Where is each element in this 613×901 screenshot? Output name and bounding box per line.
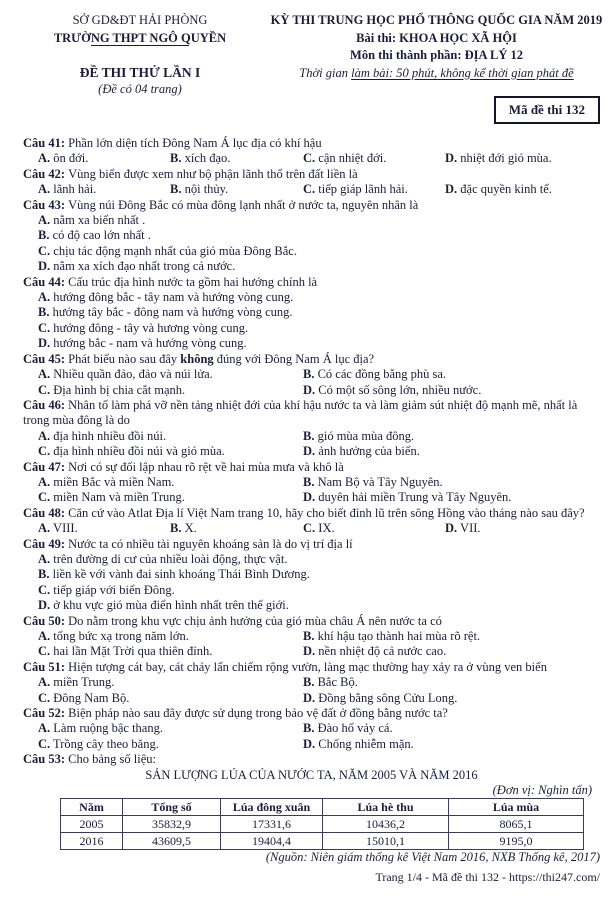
options-row — [38, 321, 600, 336]
question-text — [23, 352, 600, 367]
table-header-cell: Năm — [61, 799, 123, 816]
option-letter: D. — [38, 259, 51, 274]
options-row — [38, 475, 600, 490]
option-c — [38, 583, 600, 598]
option-letter: B. — [303, 428, 315, 443]
option-text: Đồng bằng sông Cửu Long. — [315, 690, 458, 705]
subject-name: Môn thi thành phần: ĐỊA LÝ 12 — [350, 48, 523, 62]
option-a — [38, 151, 170, 166]
option-c — [38, 490, 303, 505]
table-header-cell: Lúa đông xuân — [221, 799, 323, 816]
question-number: Câu 41: — [23, 136, 69, 150]
options-row — [38, 567, 600, 582]
option-d — [303, 737, 600, 752]
question-number: Câu 47: — [23, 459, 69, 474]
option-text: Bắc Bộ. — [314, 675, 358, 690]
option-a — [38, 552, 600, 567]
question-number: Câu 46: — [23, 397, 69, 412]
duration-prefix: Thời gian — [299, 65, 352, 80]
option-letter: D. — [303, 490, 316, 505]
option-text: ôn đới. — [50, 151, 89, 166]
option-b — [170, 151, 303, 166]
options-row — [38, 305, 600, 320]
question-number: Câu 48: — [23, 505, 69, 520]
option-text: lãnh hải. — [50, 182, 97, 197]
question-text — [23, 537, 600, 552]
option-letter: B. — [303, 675, 315, 690]
option-d — [303, 490, 600, 505]
option-letter: B. — [38, 567, 50, 582]
question-text — [23, 752, 600, 767]
option-text: Nam Bộ và Tây Nguyên. — [314, 474, 443, 489]
question-text — [23, 136, 600, 151]
option-text: miền Trung. — [50, 675, 115, 690]
option-d — [303, 444, 600, 459]
option-letter: C. — [303, 182, 316, 197]
option-text: chịu tác động mạnh nhất của gió mùa Đông Bắc. — [50, 243, 297, 258]
question-text-run: Biện pháp nào sau đây được sử dụng trong bảo vệ đất ở đồng bằng nước ta? — [68, 706, 448, 721]
option-text: VII. — [457, 521, 481, 536]
option-letter: D. — [445, 521, 458, 536]
question-text-run: Phần lớn diện tích Đông Nam Á lục địa có khí hậu — [68, 136, 322, 150]
option-d — [445, 151, 600, 166]
options-row — [38, 213, 600, 228]
option-letter: B. — [303, 629, 315, 643]
question-number: Câu 53: — [23, 752, 69, 767]
option-letter: C. — [38, 444, 51, 459]
table-cell: 9195,0 — [449, 833, 584, 850]
option-letter: C. — [38, 243, 51, 258]
option-letter: D. — [303, 690, 316, 705]
option-b — [303, 429, 600, 444]
option-a — [38, 213, 600, 228]
option-text: hướng đông bắc - tây nam và hướng vòng cung. — [50, 290, 294, 305]
option-letter: C. — [38, 582, 51, 597]
option-letter: C. — [38, 490, 51, 505]
options-row — [38, 721, 600, 736]
options-row — [38, 151, 600, 166]
question-text-run: Nơi có sự đối lập nhau rõ rệt về hai mùa mưa và khô là — [68, 459, 344, 474]
question-text — [23, 398, 600, 429]
option-text: cận nhiệt đới. — [315, 151, 387, 166]
table-cell: 15010,1 — [323, 833, 449, 850]
option-letter: A. — [38, 521, 51, 536]
option-text: Nhiều quần đảo, đảo và núi lửa. — [50, 367, 213, 382]
options-row — [38, 583, 600, 598]
option-d — [303, 644, 600, 659]
option-letter: C. — [38, 690, 51, 705]
option-c — [38, 644, 303, 659]
option-b — [170, 182, 303, 197]
option-letter: D. — [445, 182, 458, 197]
table-cell: 43609,5 — [123, 833, 221, 850]
exam-code-label: Mã đề thi 132 — [508, 102, 585, 117]
option-a — [38, 629, 303, 644]
question-53 — [23, 752, 600, 866]
option-text: địa hình nhiều đồi núi. — [50, 428, 167, 443]
question-text — [23, 460, 600, 475]
option-letter: C. — [38, 320, 51, 335]
option-text: trên đường di cư của nhiều loài động, thực vật. — [50, 551, 288, 566]
question-47 — [23, 460, 600, 506]
option-text: có độ cao lớn nhất . — [49, 228, 151, 243]
option-letter: B. — [170, 521, 182, 536]
option-b — [38, 228, 600, 243]
options-row — [38, 675, 600, 690]
question-text-run: Vùng biển được xem như bộ phận lãnh thổ trên đất liền là — [68, 166, 358, 181]
option-letter: B. — [170, 151, 182, 166]
question-text-run: Vùng núi Đông Bắc có mùa đông lạnh nhất ở nước ta, nguyên nhân là — [68, 197, 419, 212]
option-d — [38, 598, 600, 613]
question-text-run: Nhân tố làm phá vỡ nền tảng nhiệt đới của khí hậu nước ta và làm giảm sút nhiệt độ mạnh mẽ, nhất là trong mùa đông là do — [23, 397, 578, 428]
option-letter: B. — [303, 721, 315, 736]
option-text: tiếp giáp lãnh hải. — [315, 182, 408, 197]
option-letter: D. — [303, 382, 316, 397]
department-name: SỞ GD&ĐT HẢI PHÒNG — [72, 13, 208, 27]
options-row — [38, 552, 600, 567]
exam-header — [23, 12, 603, 136]
question-43 — [23, 198, 600, 275]
option-text: Làm ruộng bậc thang. — [50, 721, 163, 736]
option-text: X. — [181, 521, 197, 536]
option-letter: C. — [303, 151, 316, 166]
option-text: liền kề với vành đai sinh khoáng Thái Bình Dương. — [49, 567, 310, 582]
option-text: xích đạo. — [181, 151, 231, 166]
header-right-block — [260, 12, 613, 82]
option-c — [38, 737, 303, 752]
option-text: địa hình nhiều đồi núi và gió mùa. — [50, 444, 225, 459]
options-row — [38, 521, 600, 536]
option-a — [38, 367, 303, 382]
question-48 — [23, 506, 600, 537]
option-letter: D. — [38, 336, 51, 351]
option-letter: A. — [38, 428, 51, 443]
option-text: Có các đồng bằng phù sa. — [314, 367, 447, 382]
option-letter: A. — [38, 474, 51, 489]
options-row — [38, 290, 600, 305]
table-source-note: (Nguồn: Niên giám thống kê Việt Nam 2016, NXB Thống kê, 2017) — [265, 850, 600, 865]
question-text-run: đúng với Đông Nam Á lục địa? — [213, 351, 375, 366]
question-number: Câu 50: — [23, 613, 69, 628]
exam-code-box — [494, 96, 600, 124]
question-text — [23, 706, 600, 721]
question-text-run: Nước ta có nhiều tài nguyên khoáng sản là do vị trí địa lí — [68, 536, 353, 551]
questions-area — [23, 136, 600, 866]
option-text: khí hậu tạo thành hai mùa rõ rệt. — [314, 629, 481, 643]
option-c — [303, 151, 445, 166]
option-d — [38, 259, 600, 274]
option-letter: A. — [38, 151, 51, 166]
table-cell: 35832,9 — [123, 816, 221, 833]
option-text: ảnh hưởng của biển. — [315, 444, 420, 459]
table-cell: 17331,6 — [221, 816, 323, 833]
option-b — [303, 475, 600, 490]
option-letter: C. — [38, 736, 51, 751]
table-cell: 10436,2 — [323, 816, 449, 833]
option-text: Đào hố vảy cá. — [314, 721, 393, 736]
option-c — [38, 444, 303, 459]
table-cell: 19404,4 — [221, 833, 323, 850]
option-c — [38, 244, 600, 259]
option-a — [38, 182, 170, 197]
option-text: nằm xa biển nhất . — [50, 213, 146, 228]
question-44 — [23, 275, 600, 352]
question-number: Câu 43: — [23, 197, 69, 212]
option-text: nội thủy. — [181, 182, 229, 197]
option-letter: A. — [38, 721, 51, 736]
header-left-block — [20, 12, 260, 99]
option-letter: C. — [38, 382, 51, 397]
option-a — [38, 521, 170, 536]
question-number: Câu 51: — [23, 659, 69, 674]
question-number: Câu 42: — [23, 166, 69, 181]
test-name: Bài thi: KHOA HỌC XÃ HỘI — [356, 30, 517, 45]
option-b — [170, 521, 303, 536]
option-letter: B. — [303, 474, 315, 489]
duration-line — [260, 65, 613, 83]
exam-name: KỲ THI TRUNG HỌC PHỔ THÔNG QUỐC GIA NĂM 2019 — [270, 13, 603, 27]
table-row — [61, 833, 584, 850]
option-letter: B. — [38, 305, 50, 320]
options-row — [38, 644, 600, 659]
options-row — [38, 228, 600, 243]
question-text-run: Cấu trúc địa hình nước ta gồm hai hướng chính là — [68, 274, 318, 289]
option-text: nền nhiệt độ cả nước cao. — [315, 644, 447, 659]
question-text-run: Cho bảng số liệu: — [68, 752, 156, 767]
pages-note: (Đề có 04 trang) — [98, 82, 182, 96]
option-text: duyên hải miền Trung và Tây Nguyên. — [315, 490, 512, 505]
question-text — [23, 198, 600, 213]
option-b — [303, 629, 600, 644]
exam-round-title: ĐỀ THI THỬ LẦN I — [79, 64, 201, 80]
option-text: Địa hình bị chia cắt mạnh. — [50, 382, 186, 397]
option-letter: D. — [303, 644, 316, 659]
option-letter: B. — [303, 367, 315, 382]
option-letter: D. — [303, 444, 316, 459]
option-letter: C. — [38, 644, 51, 659]
table-header-cell: Tổng số — [123, 799, 221, 816]
question-text — [23, 506, 600, 521]
question-41 — [23, 136, 600, 167]
option-d — [445, 521, 600, 536]
option-d — [38, 336, 600, 351]
question-number: Câu 44: — [23, 274, 69, 289]
question-46 — [23, 398, 600, 460]
option-text: Đông Nam Bộ. — [50, 690, 130, 705]
option-letter: A. — [38, 290, 51, 305]
option-text: hai lần Mặt Trời qua thiên đỉnh. — [50, 644, 213, 659]
option-text: ở khu vực gió mùa điển hình nhất trên thế giới. — [50, 598, 289, 613]
duration-underlined-text: làm bài: 50 phút, không kể thời gian phát đề — [351, 65, 574, 80]
option-b — [38, 305, 600, 320]
question-text-run: không — [180, 351, 214, 366]
option-letter: B. — [38, 228, 50, 243]
option-letter: D. — [445, 151, 458, 166]
table-cell: 2005 — [61, 816, 123, 833]
option-c — [303, 521, 445, 536]
option-letter: C. — [303, 521, 316, 536]
question-text-run: Hiện tượng cát bay, cát chảy lấn chiếm rộng vườn, làng mạc thường hay xảy ra ở vùng ven biển — [68, 659, 547, 674]
options-row — [38, 367, 600, 382]
question-number: Câu 52: — [23, 706, 69, 721]
option-c — [303, 182, 445, 197]
options-row — [38, 336, 600, 351]
question-text — [23, 614, 600, 629]
table-header-row — [61, 799, 584, 816]
option-d — [303, 383, 600, 398]
option-letter: A. — [38, 629, 51, 643]
table-cell: 2016 — [61, 833, 123, 850]
data-table — [60, 798, 584, 850]
option-text: Chống nhiễm mặn. — [315, 736, 414, 751]
option-text: gió mùa mùa đông. — [314, 428, 415, 443]
options-row — [38, 691, 600, 706]
option-text: miền Bắc và miền Nam. — [50, 474, 175, 489]
option-d — [445, 182, 600, 197]
question-text-run: Căn cứ vào Atlat Địa lí Việt Nam trang 10, hãy cho biết đỉnh lũ trên sông Hồng vào tháng nào sau đây? — [68, 505, 585, 520]
option-text: Trồng cây theo băng. — [50, 736, 159, 751]
table-cell: 8065,1 — [449, 816, 584, 833]
option-c — [38, 383, 303, 398]
option-a — [38, 429, 303, 444]
option-text: nằm xa xích đạo nhất trong cả nước. — [50, 259, 236, 274]
question-text — [23, 167, 600, 182]
options-row — [38, 598, 600, 613]
options-row — [38, 444, 600, 459]
option-letter: A. — [38, 182, 51, 197]
option-a — [38, 675, 303, 690]
option-text: hướng đông - tây và hương vòng cung. — [50, 320, 249, 335]
option-letter: B. — [170, 182, 182, 197]
question-number: Câu 45: — [23, 351, 69, 366]
option-d — [303, 691, 600, 706]
option-letter: A. — [38, 367, 51, 382]
question-text — [23, 275, 600, 290]
option-b — [303, 721, 600, 736]
option-c — [38, 691, 303, 706]
option-text: đặc quyền kinh tế. — [457, 182, 552, 197]
options-row — [38, 259, 600, 274]
option-c — [38, 321, 600, 336]
option-a — [38, 721, 303, 736]
option-letter: D. — [303, 736, 316, 751]
table-header-cell: Lúa mùa — [449, 799, 584, 816]
option-text: hướng tây bắc - đông nam và hướng vòng cung. — [49, 305, 293, 320]
option-a — [38, 475, 303, 490]
option-text: tổng bức xạ trong năm lớn. — [50, 629, 189, 643]
option-text: Có một số sông lớn, nhiều nước. — [315, 382, 482, 397]
question-number: Câu 49: — [23, 536, 69, 551]
question-text-run: Do nằm trong khu vực chịu ảnh hưởng của gió mùa châu Á nên nước ta có — [68, 613, 442, 628]
options-row — [38, 182, 600, 197]
options-row — [38, 629, 600, 644]
options-row — [38, 737, 600, 752]
options-row — [38, 383, 600, 398]
option-b — [303, 367, 600, 382]
table-unit-note: (Đơn vị: Nghìn tấn) — [492, 783, 592, 798]
option-letter: A. — [38, 551, 51, 566]
question-51 — [23, 660, 600, 706]
table-title: SẢN LƯỢNG LÚA CỦA NƯỚC TA, NĂM 2005 VÀ NĂM 2016 — [145, 767, 478, 782]
options-row — [38, 244, 600, 259]
table-header-cell: Lúa hè thu — [323, 799, 449, 816]
question-text-run: Phát biểu nào sau đây — [68, 351, 181, 366]
option-a — [38, 290, 600, 305]
option-text: hướng bắc - nam và hướng vòng cung. — [50, 336, 247, 351]
options-row — [38, 490, 600, 505]
options-row — [38, 429, 600, 444]
school-name: TRƯỜNG THPT NGÔ QUYỀN — [53, 30, 227, 45]
option-letter: D. — [38, 598, 51, 613]
option-text: miền Nam và miền Trung. — [50, 490, 185, 505]
question-42 — [23, 167, 600, 198]
header-spacer — [20, 46, 260, 64]
page-footer: Trang 1/4 - Mã đề thi 132 - https://thi247.com/ — [375, 870, 600, 884]
option-b — [38, 567, 600, 582]
option-text: IX. — [315, 521, 335, 536]
option-b — [303, 675, 600, 690]
question-text — [23, 660, 600, 675]
question-45 — [23, 352, 600, 398]
option-letter: A. — [38, 213, 51, 228]
option-letter: A. — [38, 675, 51, 690]
option-text: tiếp giáp với biển Đông. — [50, 582, 175, 597]
question-52 — [23, 706, 600, 752]
question-49 — [23, 537, 600, 614]
question-50 — [23, 614, 600, 660]
table-row — [61, 816, 584, 833]
option-text: VIII. — [50, 521, 78, 536]
option-text: nhiệt đới gió mùa. — [457, 151, 552, 166]
